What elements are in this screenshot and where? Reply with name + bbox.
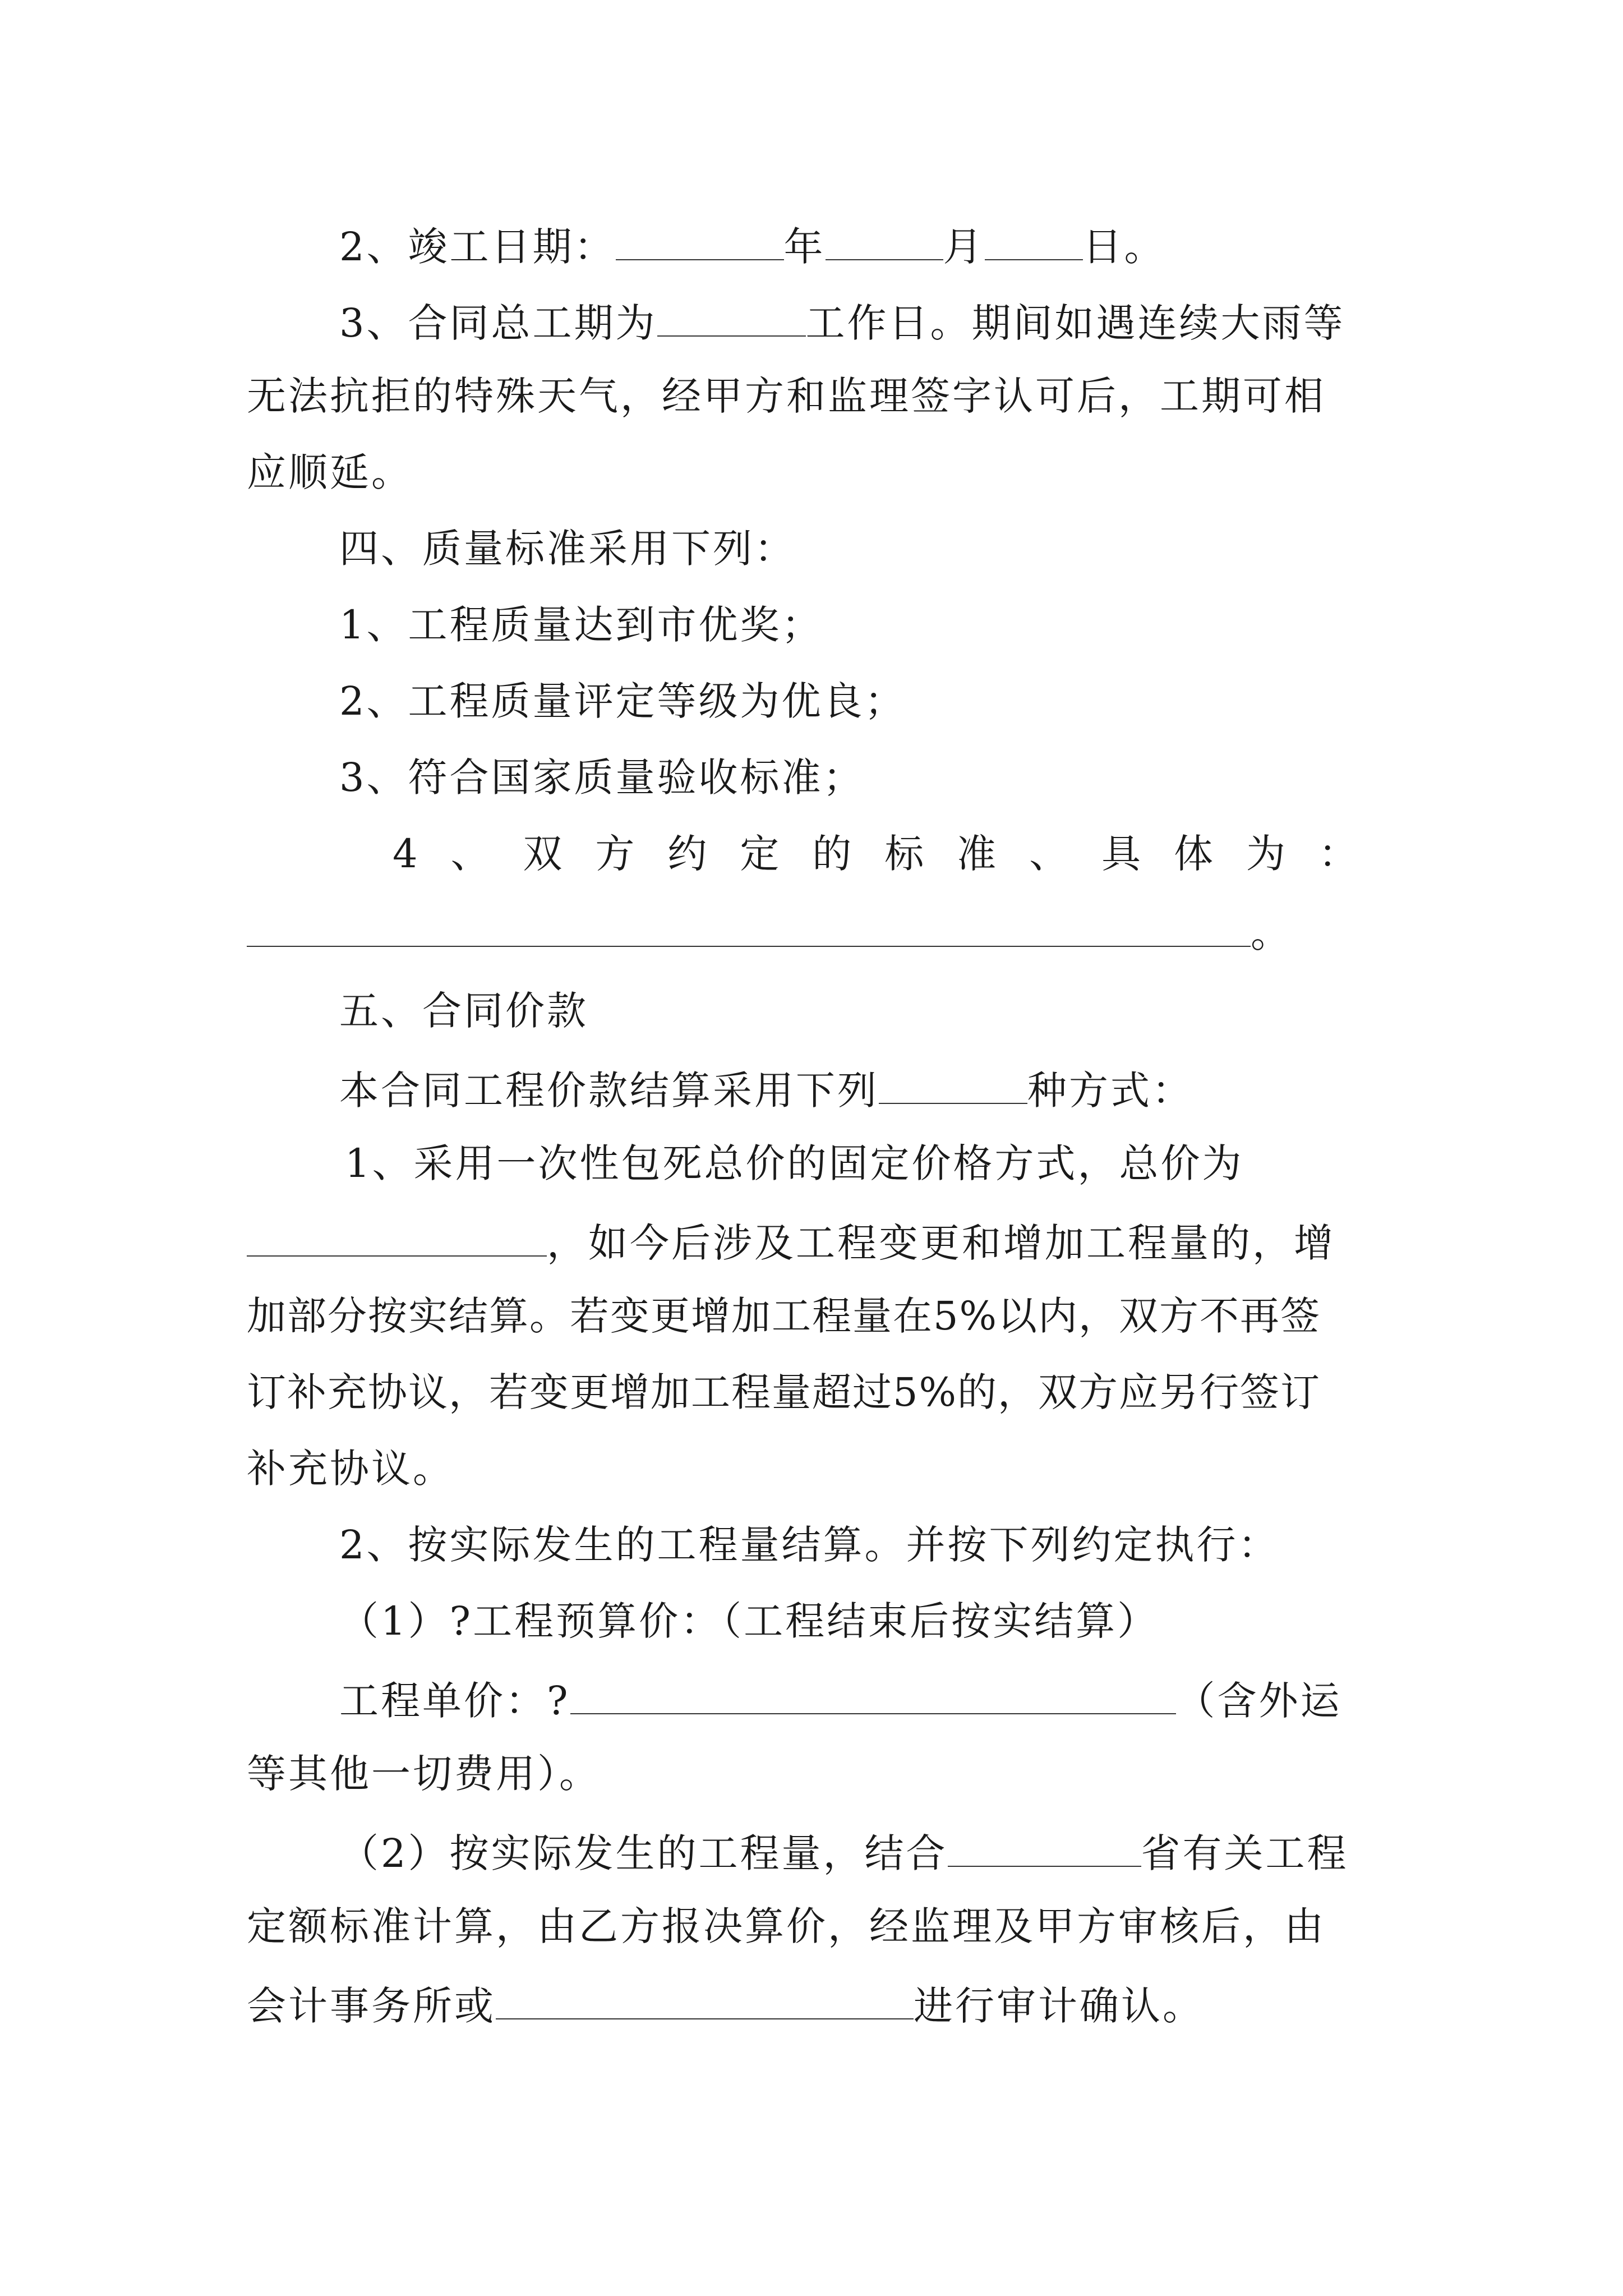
- char: 具: [1101, 831, 1144, 877]
- char: 为: [1246, 831, 1288, 877]
- audit-text: 进行审计确认。: [914, 1983, 1204, 2029]
- char: 准: [957, 831, 999, 877]
- unit-price-line: [339, 1674, 1385, 1724]
- fixed-price-text: ，如今后涉及工程变更和增加工程量的，增: [547, 1220, 1335, 1266]
- char: 的: [812, 831, 854, 877]
- settlement-method-line: [339, 1064, 1385, 1114]
- fixed-price-line: 1、采用一次性包死总价的固定价格方式，总价为: [345, 1140, 1244, 1186]
- paragraph-line: 无法抗拒的特殊天气，经甲方和监理签字认可后，工期可相: [247, 373, 1326, 419]
- settlement-label: 本合同工程价款结算采用下列: [339, 1068, 879, 1114]
- char: 、: [1029, 831, 1071, 877]
- char: 定: [740, 831, 782, 877]
- actual-quantity-line: 2、按实际发生的工程量结算。并按下列约定执行：: [339, 1522, 1280, 1568]
- paragraph-line: 补充协议。: [247, 1446, 454, 1492]
- agreed-standard-blank-line: [247, 907, 1385, 954]
- unit-price-blank[interactable]: [570, 1674, 1176, 1714]
- agreed-standard-line: [393, 830, 1360, 877]
- month-blank[interactable]: [826, 220, 943, 260]
- list-item: 2、工程质量评定等级为优良；: [339, 678, 906, 724]
- total-price-blank[interactable]: [247, 1216, 547, 1257]
- char: 体: [1174, 831, 1216, 877]
- duration-label: 3、合同总工期为: [339, 300, 657, 346]
- char: 双: [523, 831, 565, 877]
- completion-date-line: [339, 220, 1385, 270]
- section-heading-price: 五、合同价款: [339, 988, 588, 1034]
- paragraph-line: 等其他一切费用）。: [247, 1751, 601, 1797]
- year-label: 年: [783, 224, 826, 270]
- paragraph-line: 加部分按实结算。若变更增加工程量在5%以内，双方不再签: [247, 1293, 1321, 1339]
- auditor-blank[interactable]: [496, 1979, 914, 2019]
- workdays-blank[interactable]: [657, 296, 806, 337]
- day-label: 日。: [1082, 224, 1166, 270]
- quota-label: （2）按实际发生的工程量，结合: [339, 1830, 948, 1876]
- audit-line: [247, 1979, 1385, 2029]
- unit-price-label: 工程单价：?: [339, 1678, 570, 1724]
- province-blank[interactable]: [948, 1826, 1141, 1867]
- char: 标: [884, 831, 926, 877]
- quota-line: [339, 1826, 1385, 1874]
- agreed-standard-blank[interactable]: [247, 907, 1251, 947]
- day-blank[interactable]: [985, 220, 1083, 260]
- section-heading-quality: 四、质量标准采用下列：: [339, 526, 796, 572]
- char: ：: [1318, 831, 1360, 877]
- duration-text: 工作日。期间如遇连续大雨等: [805, 300, 1345, 346]
- char: 约: [667, 831, 709, 877]
- list-item: 3、符合国家质量验收标准；: [339, 754, 865, 800]
- audit-label: 会计事务所或: [247, 1983, 496, 2029]
- settlement-text: 种方式：: [1027, 1068, 1193, 1114]
- paragraph-line: 订补充协议，若变更增加工程量超过5%的，双方应另行签订: [247, 1369, 1321, 1415]
- year-blank[interactable]: [616, 220, 784, 260]
- char: 、: [450, 831, 492, 877]
- period: 。: [1251, 910, 1292, 956]
- month-label: 月: [943, 224, 985, 270]
- budget-price-line: （1）?工程预算价：（工程结束后按实结算）: [339, 1598, 1159, 1644]
- fixed-price-cont-line: [247, 1216, 1385, 1266]
- char: 4: [393, 831, 420, 877]
- unit-price-text: （含外运: [1175, 1678, 1342, 1724]
- method-count-blank[interactable]: [879, 1064, 1027, 1104]
- char: 方: [595, 831, 637, 877]
- completion-date-label: 2、竣工日期：: [339, 224, 616, 270]
- paragraph-line: 应顺延。: [247, 449, 413, 495]
- list-item: 1、工程质量达到市优奖；: [339, 602, 823, 648]
- duration-line: [339, 296, 1385, 346]
- quota-text: 省有关工程: [1141, 1830, 1349, 1876]
- paragraph-line: 定额标准计算，由乙方报决算价，经监理及甲方审核后，由: [247, 1903, 1326, 1949]
